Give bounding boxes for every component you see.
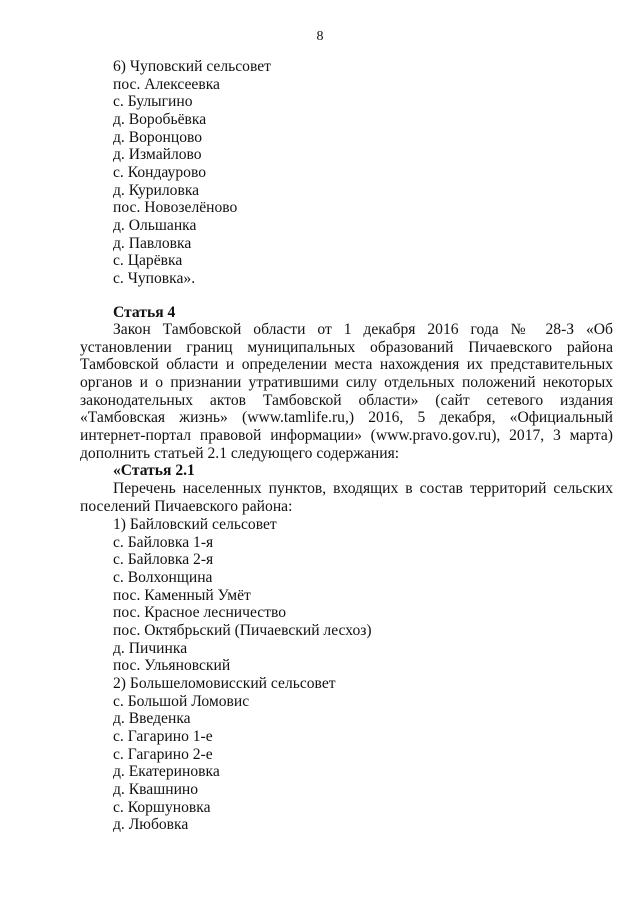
list-item: 6) Чуповский сельсовет [113, 58, 271, 75]
list-item: д. Куриловка [113, 181, 200, 199]
article-4-heading: Статья 4 [113, 304, 176, 321]
list-item: 1) Байловский сельсовет [113, 516, 277, 533]
list-item: с. Большой Ломовис [113, 692, 250, 710]
list-item: д. Павловка [113, 234, 192, 252]
list-item: пос. Красное лесничество [113, 604, 287, 622]
list-item: пос. Алексеевка [113, 75, 220, 93]
settlement-list-chupovsky [80, 58, 613, 288]
list-item: с. Волхонщина [113, 568, 213, 586]
settlement-list-pichaevsky [80, 516, 613, 834]
list-item: д. Пичинка [113, 639, 188, 657]
list-item: с. Гагарино 2-е [113, 745, 213, 763]
list-item: д. Введенка [113, 710, 191, 728]
list-item: с. Булыгино [113, 93, 193, 111]
list-item: с. Чуповка». [113, 269, 196, 287]
article-4-text: Закон Тамбовской области от 1 декабря 2016 года № 28-З «Об установлении границ муниципальных образований Пичаевского района Тамбовской области и определении места нахождения их представительных органов и о признании утратившими силу отдельных положений некоторых законодательных актов Тамбовской области» (сайт сетевого издания «Тамбовская жизнь» (www.tamlife.ru,) 2016, 5 декабря, «Официальный интернет-портал правовой информации» (www.pravo.gov.ru), 2017, 3 марта) дополнить статьей 2.1 следующего содержания: [80, 321, 613, 462]
list-item: с. Царёвка [113, 252, 183, 270]
list-item: д. Воробьёвка [113, 110, 207, 128]
list-item: пос. Ульяновский [113, 657, 231, 675]
list-item: д. Екатериновка [113, 763, 220, 781]
list-item: с. Гагарино 1-е [113, 727, 213, 745]
list-item: 2) Большеломовисский сельсовет [113, 674, 336, 692]
list-item: пос. Каменный Умёт [113, 586, 251, 604]
list-item: д. Измайлово [113, 146, 202, 164]
page-number: 8 [316, 29, 324, 44]
article-2-1-text: Перечень населенных пунктов, входящих в состав территорий сельских поселений Пичаевского района: [80, 480, 613, 515]
list-item: пос. Новозелёново [113, 199, 238, 217]
list-item: с. Кондаурово [113, 163, 206, 181]
list-item: пос. Октябрьский (Пичаевский лесхоз) [113, 621, 372, 639]
list-item: с. Коршуновка [113, 798, 211, 816]
list-item: д. Воронцово [113, 128, 203, 146]
article-2-1-heading: «Статья 2.1 [113, 462, 195, 479]
list-item: д. Любовка [113, 816, 189, 834]
list-item: с. Байловка 1-я [113, 533, 214, 551]
list-item: с. Байловка 2-я [113, 551, 214, 569]
list-item: д. Ольшанка [113, 216, 197, 234]
list-item: д. Квашнино [113, 780, 199, 798]
